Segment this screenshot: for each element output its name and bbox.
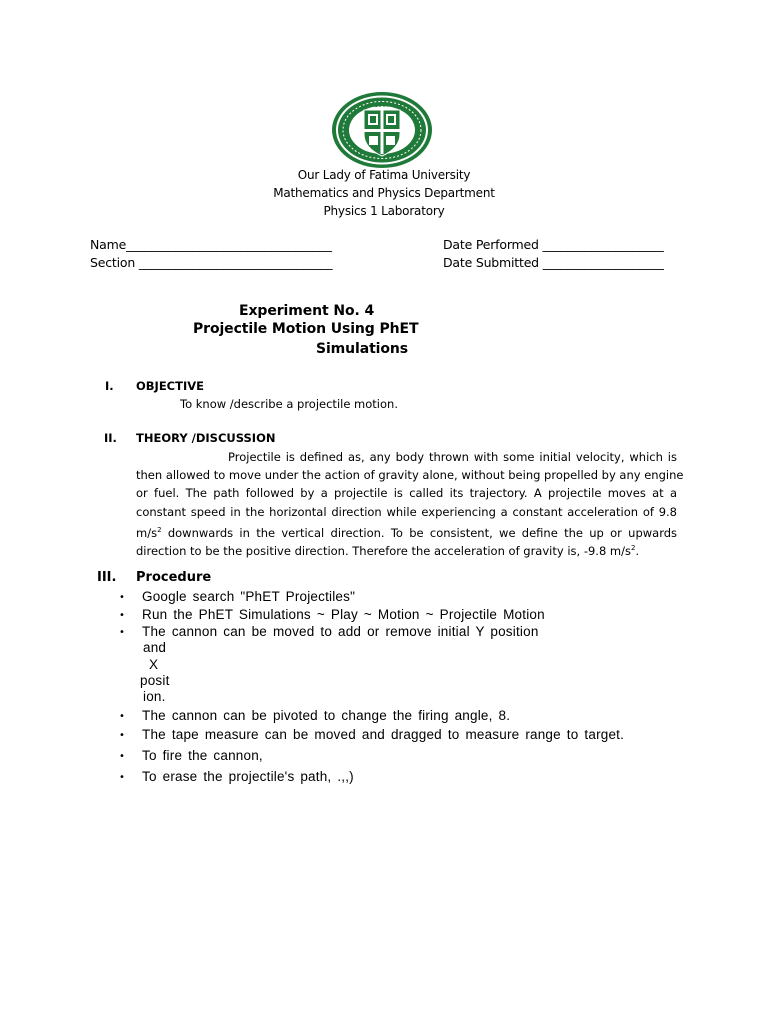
experiment-title: Projectile Motion Using PhET <box>193 321 419 337</box>
seal-year: 1967 <box>374 102 390 109</box>
superscript-2: 2 <box>157 525 162 534</box>
theory-line: then allowed to move under the action of gravity alone, without being propelled by any engine <box>136 468 684 483</box>
bullet-icon: • <box>119 592 125 603</box>
procedure-heading: Procedure <box>136 570 212 585</box>
procedure-step: To fire the cannon, <box>142 748 263 763</box>
lab-name: Physics 1 Laboratory <box>323 204 445 218</box>
theory-line: constant speed in the horizontal direction while experiencing a constant acceleration of 9.8 <box>136 504 677 519</box>
theory-line: Projectile is defined as, any body thrown with some initial velocity, which is <box>228 450 677 464</box>
objective-number: I. <box>105 379 114 393</box>
bullet-icon: • <box>119 751 125 762</box>
objective-heading: OBJECTIVE <box>136 379 204 393</box>
section-field[interactable]: Section ________________________________ <box>90 255 333 270</box>
procedure-step: Run the PhET Simulations ~ Play ~ Motion ~ Projectile Motion <box>142 607 545 622</box>
final-period: . <box>635 543 640 558</box>
university-name: Our Lady of Fatima University <box>297 168 471 182</box>
procedure-step-wrap: ion. <box>143 689 166 704</box>
objective-text: To know /describe a projectile motion. <box>180 397 398 411</box>
procedure-step: To erase the projectile's path, .,,) <box>142 769 354 784</box>
theory-number: II. <box>104 431 117 445</box>
procedure-step: The cannon can be moved to add or remove initial Y position <box>142 624 539 639</box>
department-name: Mathematics and Physics Department <box>273 186 495 200</box>
procedure-step-wrap: X <box>149 657 159 672</box>
date-submitted-field[interactable]: Date Submitted ____________________ <box>443 255 664 270</box>
bullet-icon: • <box>119 610 125 621</box>
procedure-number: III. <box>97 570 117 585</box>
theory-line-final <box>136 539 677 557</box>
bullet-icon: • <box>119 711 125 722</box>
procedure-step: Google search "PhET Projectiles" <box>142 589 356 604</box>
theory-line-text: direction to be the positive direction. Therefore the acceleration of gravity is, -9.8 m/s <box>136 543 631 558</box>
bullet-icon: • <box>119 627 125 638</box>
unit-ms: m/s <box>136 525 158 540</box>
bullet-icon: • <box>119 772 125 783</box>
procedure-step-wrap: and <box>143 640 167 655</box>
procedure-step-wrap: posit <box>140 673 170 688</box>
experiment-title-continued: Simulations <box>316 341 408 357</box>
procedure-step: The tape measure can be moved and dragged to measure range to target. <box>142 727 625 742</box>
superscript-2: 2 <box>630 543 636 552</box>
date-performed-field[interactable]: Date Performed ____________________ <box>443 237 664 252</box>
theory-heading: THEORY /DISCUSSION <box>136 431 276 445</box>
bullet-icon: • <box>119 730 125 741</box>
theory-paragraph <box>136 448 684 558</box>
theory-line: or fuel. The path followed by a projectile is called its trajectory. A projectile moves at a <box>136 486 677 501</box>
name-field[interactable]: Name__________________________________ <box>90 237 332 252</box>
procedure-step: The cannon can be pivoted to change the firing angle, 8. <box>142 708 511 723</box>
theory-line-with-unit <box>136 521 677 539</box>
experiment-number: Experiment No. 4 <box>239 303 375 319</box>
university-seal-icon <box>330 90 434 170</box>
theory-line-rest: downwards in the vertical direction. To be consistent, we define the up or upwards <box>167 525 678 540</box>
